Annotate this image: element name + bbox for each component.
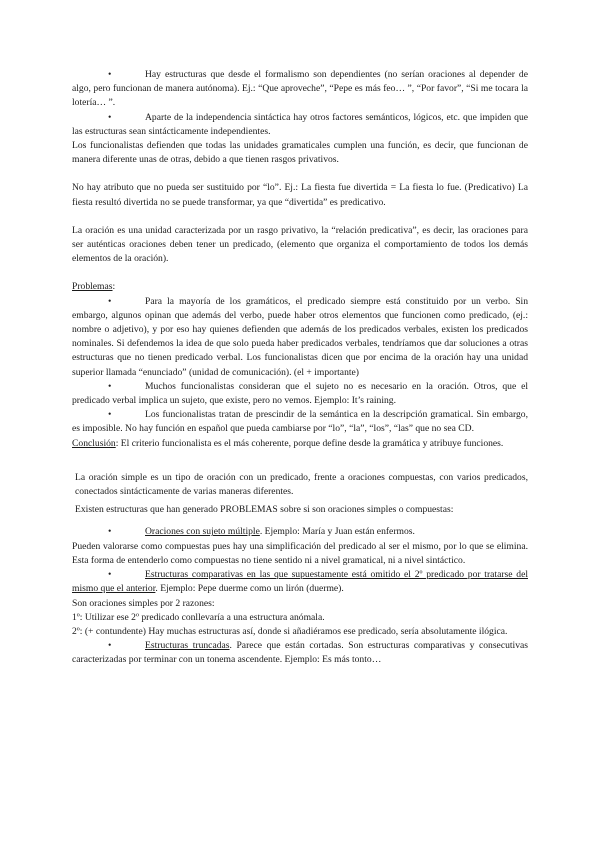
bullet-paragraph-dependientes	[72, 68, 528, 111]
paragraph-razon-1: 1º: Utilizar ese 2º predicado conllevaría a una estructura anómala.	[72, 611, 325, 623]
bullet-marker: •	[108, 295, 112, 307]
problemas-label: Problemas	[72, 281, 113, 293]
bullet-text: . Parece que están cortadas. Son estructuras comparativas y consecutivas caracterizadas por terminar con un tonema ascendente. Ejemplo: Es más tonto…	[72, 640, 528, 666]
bullet-marker: •	[108, 69, 112, 80]
document-page	[72, 68, 528, 668]
bullet-comparativas	[72, 568, 528, 596]
bullet-marker: •	[108, 380, 112, 392]
bullet-sujeto-multiple	[72, 525, 528, 539]
paragraph-razon-2: 2º: (+ contundente) Hay muchas estructuras así, donde si añadiéramos ese predicado, sería absolutamente ilógica.	[72, 625, 508, 637]
bullet-marker: •	[108, 409, 112, 421]
bullet-marker: •	[108, 569, 112, 581]
bullet-label: Estructuras comparativas en las que supuestamente está omitido el 2º predicado por tratarse del mismo que el anterior	[72, 569, 528, 595]
paragraph-text: Aparte de la independencia sintáctica hay otros factores semánticos, lógicos, etc. que impiden que las estructuras sean sintácticamente independientes.	[72, 111, 528, 137]
paragraph-oracion-simple: La oración simple es un tipo de oración con un predicado, frente a oraciones compuestas, con varios predicados, conectados sintácticamente de varias maneras diferentes.	[75, 471, 528, 498]
paragraph-text: Muchos funcionalistas consideran que el sujeto no es necesario en la oración. Otros, que el predicado verbal implica un sujeto, que existe, pero no vemos. Ejemplo: It’s raining.	[72, 380, 528, 407]
bullet-marker: •	[108, 111, 112, 123]
bullet-label: Estructuras truncadas	[145, 640, 230, 652]
bullet-paragraph-semantica	[72, 408, 528, 436]
problemas-heading: Problemas:	[72, 281, 116, 293]
bullet-paragraph-independencia	[72, 111, 528, 139]
bullet-paragraph-predicado	[72, 295, 528, 380]
paragraph-compuestas: Pueden valorarse como compuestas pues hay una simplificación del predicado al ser el mismo, por lo que se elimina. Esta forma de entenderlo como compuestas no tiene sentido ni a nivel gramatical, ni a nivel sintáctico.	[72, 540, 528, 566]
bullet-marker: •	[108, 640, 112, 652]
paragraph-problemas-estructuras: Existen estructuras que han generado PROBLEMAS sobre si son oraciones simples o compuestas:	[75, 504, 454, 516]
bullet-label: Oraciones con sujeto múltiple	[145, 526, 260, 538]
bullet-truncadas	[72, 639, 528, 667]
paragraph-razones: Son oraciones simples por 2 razones:	[72, 597, 215, 609]
bullet-paragraph-sujeto	[72, 380, 528, 408]
paragraph-conclusion	[72, 437, 528, 451]
paragraph-text: Los funcionalistas tratan de prescindir de la semántica en la descripción gramatical. Sin embargo, es imposible. No hay función en español que pueda cambiarse por “lo”, “la”, “los”, “las” que no sea CD.	[72, 409, 528, 435]
paragraph-funcionalistas: Los funcionalistas defienden que todas las unidades gramaticales cumplen una función, es decir, que funcionan de manera diferente unas de otras, debido a que tienen rasgos privativos.	[72, 140, 528, 166]
bullet-text: . Ejemplo: María y Juan están enfermos.	[259, 526, 415, 538]
paragraph-text: Hay estructuras que desde el formalismo son dependientes (no serían oraciones al depender de algo, pero funcionan de manera autónoma). Ej.: “Que aproveche”, “Pepe es más feo… ”, “Por favor”, “Si me tocara la lotería… ”.	[72, 69, 528, 109]
paragraph-atributo: No hay atributo que no pueda ser sustituido por “lo”. Ej.: La fiesta fue divertida = La fiesta lo fue. (Predicativo) La fiesta resultó divertida no se puede transformar, ya que “divertida” es predicativo.	[72, 182, 528, 208]
bullet-marker: •	[108, 526, 112, 538]
paragraph-text: Para la mayoría de los gramáticos, el predicado siempre está constituido por un verbo. Sin embargo, algunos opinan que además del verbo, puede haber otros elementos que funcionen como predicado, (ej.: nombre o adjetivo), y por eso hay quienes defienden que además de los predicados verbales, existen los predicados nominales. Si defendemos la idea de que solo pueda haber predicados verbales, tendríamos que dar soluciones a otras estructuras que no tienen predicado verbal. Los funcionalistas dicen que por encima de la oración hay una unidad superior llamada “enunciado” (unidad de comunicación). (el + importante)	[72, 295, 528, 378]
conclusion-text: : El criterio funcionalista es el más coherente, porque define desde la gramática y atribuye funciones.	[115, 437, 504, 449]
bullet-text: . Ejemplo: Pepe duerme como un lirón (duerme).	[155, 583, 344, 595]
paragraph-oracion-definicion: La oración es una unidad caracterizada por un rasgo privativo, la “relación predicativa”, es decir, las oraciones para ser auténticas oraciones deben tener un predicado, (elemento que organiza el comportamiento de todos los demás elementos de la oración).	[72, 224, 528, 265]
conclusion-label: Conclusión	[72, 437, 116, 449]
